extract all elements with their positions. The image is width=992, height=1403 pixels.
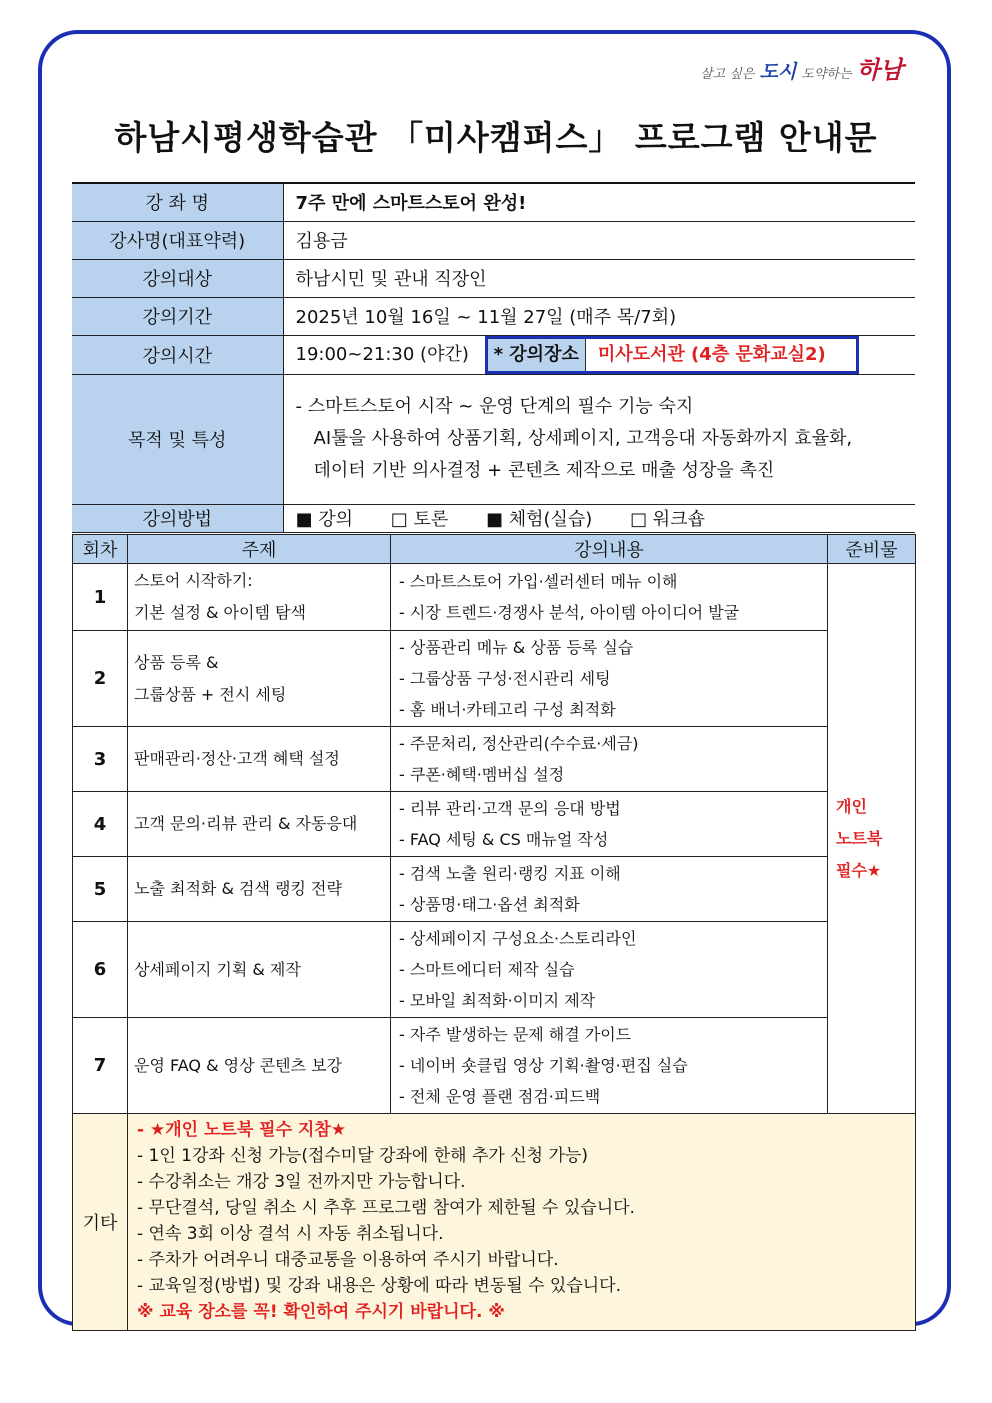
session-content [391,1018,828,1114]
session-topic [128,922,391,1018]
time-row [72,335,915,374]
etc-row [73,1114,916,1331]
period-value: 2025년 10월 16일 ~ 11월 27일 (매주 목/7회) [283,297,915,335]
topic-line: 기본 설정 & 아이템 탐색 [134,603,306,622]
session-content [391,564,828,631]
topic-line: 노출 최적화 & 검색 랭킹 전략 [134,879,342,898]
place-label: * 강의장소 [488,339,586,371]
session-number: 4 [73,792,128,857]
content-line: - 시장 트렌드·경쟁사 분석, 아이템 아이디어 발굴 [399,603,740,622]
session-topic [128,857,391,922]
page-title: 하남시평생학습관 「미사캠퍼스」 프로그램 안내문 [114,118,878,157]
content-line: - 상품관리 메뉴 & 상품 등록 실습 [399,638,634,657]
course-label: 강 좌 명 [72,183,283,221]
prep-line: 노트북 [836,828,883,848]
topic-line: 운영 FAQ & 영상 콘텐츠 보강 [134,1055,343,1075]
schedule-table [72,534,916,1331]
topic-line: 상품 등록 & [134,652,219,672]
etc-content [128,1114,916,1331]
purpose-label: 목적 및 특성 [72,374,283,504]
content-line: - 검색 노출 원리·랭킹 지표 이해 [399,864,621,883]
content-line: - 쿠폰·혜택·멤버십 설정 [399,765,565,784]
session-topic [128,564,391,631]
method-row [72,504,915,532]
session-topic [128,631,391,727]
place-box [485,336,859,374]
session-content [391,727,828,792]
content-line: - 상품명·태그·옵션 최적화 [399,895,580,914]
etc-line: - 교육일정(방법) 및 강좌 내용은 상황에 따라 변동될 수 있습니다. [137,1276,621,1296]
content-line: - 자주 발생하는 문제 해결 가이드 [399,1025,632,1044]
time-value: 19:00~21:30 (야간) [295,343,469,365]
header-prep: 준비물 [828,535,916,564]
topic-line: 상세페이지 기획 & 제작 [134,959,301,979]
content-line: - 스마트스토어 가입·셀러센터 메뉴 이해 [399,572,678,591]
table-row [73,564,916,631]
session-number: 5 [73,857,128,922]
method-discussion: □ 토론 [390,509,449,530]
session-number: 3 [73,727,128,792]
content-line: - FAQ 세팅 & CS 매뉴얼 작성 [399,830,609,849]
topic-line: 판매관리·정산·고객 혜택 설정 [134,749,340,768]
period-label: 강의기간 [72,297,283,335]
content-line: - 전체 운영 플랜 점검·피드백 [399,1087,601,1106]
table-row [73,1018,916,1114]
session-content [391,792,828,857]
content-line: - 네이버 숏클립 영상 기획·촬영·편집 실습 [399,1056,688,1075]
hanam-logo: 살고 싶은 도시 도약하는 하남 [700,55,903,84]
header-session: 회차 [73,535,128,564]
etc-line: - 연속 3회 이상 결석 시 자동 취소됩니다. [137,1224,444,1244]
place-value: 미사도서관 (4층 문화교실2) [597,343,826,365]
session-number: 1 [73,564,128,631]
prep-line: 필수★ [836,860,882,880]
course-info-table [72,182,915,533]
topic-line: 고객 문의·리뷰 관리 & 자동응대 [134,814,358,833]
target-label: 강의대상 [72,259,283,297]
instructor-value: 김용금 [283,221,915,259]
period-row [72,297,915,335]
header-content: 강의내용 [391,535,828,564]
session-topic [128,727,391,792]
content-line: - 홈 배너·카테고리 구성 최적화 [399,700,616,719]
table-row [73,857,916,922]
session-number: 6 [73,922,128,1018]
target-row [72,259,915,297]
session-number: 2 [73,631,128,727]
session-topic [128,792,391,857]
instructor-label: 강사명(대표약력) [72,221,283,259]
session-content [391,857,828,922]
purpose-row [72,374,915,504]
instructor-row [72,221,915,259]
purpose-line: AI툴을 사용하여 상품기획, 상세페이지, 고객응대 자동화까지 효율화, [313,428,853,449]
schedule-header [73,535,916,564]
method-lecture: ■ 강의 [295,509,354,530]
session-content [391,922,828,1018]
table-row [73,631,916,727]
method-workshop: □ 워크숍 [630,509,705,530]
etc-line: - 주차가 어려우니 대중교통을 이용하여 주시기 바랍니다. [137,1250,559,1270]
time-label: 강의시간 [72,335,283,374]
topic-line: 그룹상품 + 전시 세팅 [134,684,287,704]
session-topic [128,1018,391,1114]
header-topic: 주제 [128,535,391,564]
method-practice: ■ 체험(실습) [486,509,593,530]
prep-line: 개인 [836,796,867,816]
etc-line: - 1인 1강좌 신청 가능(접수미달 강좌에 한해 추가 신청 가능) [137,1146,588,1166]
time-cell [283,335,915,374]
content-line: - 주문처리, 정산관리(수수료·세금) [399,734,639,753]
etc-line: - 수강취소는 개강 3일 전까지만 가능합니다. [137,1172,466,1192]
session-content [391,631,828,727]
target-value: 하남시민 및 관내 직장인 [283,259,915,297]
etc-label: 기타 [73,1114,128,1331]
prep-cell [828,564,916,1114]
session-number: 7 [73,1018,128,1114]
purpose-line: - 스마트스토어 시작 ~ 운영 단계의 필수 기능 숙지 [295,396,694,417]
course-value: 7주 만에 스마트스토어 완성! [283,183,915,221]
table-row [73,792,916,857]
content-line: - 그룹상품 구성·전시관리 세팅 [399,669,611,688]
content-line: - 스마트에디터 제작 실습 [399,960,575,979]
purpose-value [283,374,915,504]
etc-line: - ★개인 노트북 필수 지참★ [137,1120,347,1140]
table-row [73,727,916,792]
content-line: - 모바일 최적화·이미지 제작 [399,991,596,1010]
method-label: 강의방법 [72,504,283,532]
content-line: - 상세페이지 구성요소·스토리라인 [399,929,637,948]
table-row [73,922,916,1018]
etc-line: ※ 교육 장소를 꼭! 확인하여 주시기 바랍니다. ※ [137,1302,505,1322]
course-row [72,183,915,221]
content-line: - 리뷰 관리·고객 문의 응대 방법 [399,799,621,818]
purpose-line: 데이터 기반 의사결정 + 콘텐츠 제작으로 매출 성장을 촉진 [313,460,775,481]
etc-line: - 무단결석, 당일 취소 시 추후 프로그램 참여가 제한될 수 있습니다. [137,1198,635,1218]
method-value [283,504,915,532]
topic-line: 스토어 시작하기: [134,571,253,590]
